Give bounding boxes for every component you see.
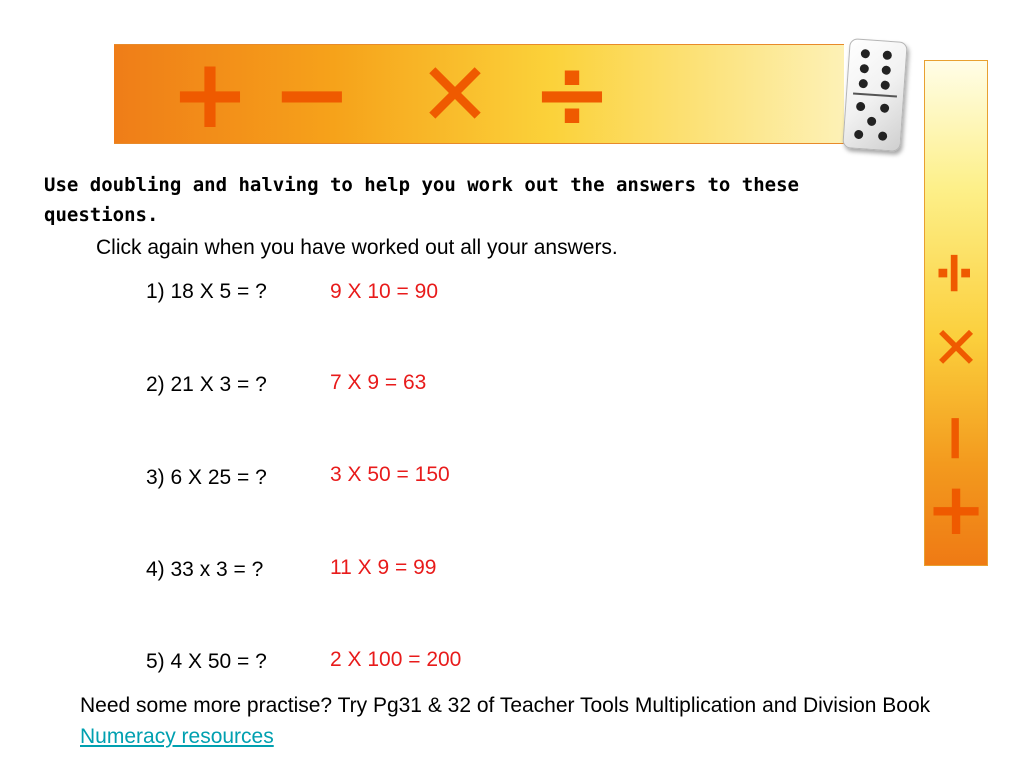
question-5: 5) 4 X 50 = ? <box>146 650 267 673</box>
domino-pip <box>858 79 868 89</box>
domino-pip <box>856 102 866 112</box>
footer-text <box>80 690 940 752</box>
multiply-icon: ✕ <box>418 42 492 146</box>
question-3: 3) 6 X 25 = ? <box>146 466 267 489</box>
multiply-icon: ✕ <box>931 314 981 382</box>
divide-icon: ÷ <box>531 38 613 150</box>
answer-5: 2 X 100 = 200 <box>330 648 462 671</box>
page-heading: Use doubling and halving to help you work out the answers to these questions. <box>44 174 799 226</box>
domino-icon <box>842 38 908 152</box>
numeracy-resources-link[interactable]: Numeracy resources <box>80 725 274 748</box>
divide-icon: ÷ <box>922 248 990 298</box>
answer-4: 11 X 9 = 99 <box>330 556 437 579</box>
answer-1: 9 X 10 = 90 <box>330 280 439 303</box>
question-4: 4) 33 x 3 = ? <box>146 558 264 581</box>
operators-sidebar <box>919 60 993 566</box>
domino-pip <box>882 50 892 60</box>
minus-icon: − <box>919 411 993 465</box>
question-2: 2) 21 X 3 = ? <box>146 373 267 396</box>
domino-pip <box>880 80 890 90</box>
domino-pip <box>861 49 871 59</box>
domino-pip <box>878 131 888 141</box>
answer-2: 7 X 9 = 63 <box>330 371 427 394</box>
domino-pip <box>880 103 890 113</box>
domino-divider <box>853 92 897 97</box>
plus-icon: + <box>169 38 251 150</box>
minus-icon: − <box>271 38 353 150</box>
question-1: 1) 18 X 5 = ? <box>146 280 267 303</box>
plus-icon: + <box>925 467 987 551</box>
footer-message: Need some more practise? Try Pg31 & 32 of Teacher Tools Multiplication and Division Book <box>80 694 931 717</box>
domino-pip <box>860 64 870 74</box>
instruction-text: Click again when you have worked out all your answers. <box>96 236 618 259</box>
answer-3: 3 X 50 = 150 <box>330 463 450 486</box>
domino-pip <box>854 130 864 140</box>
domino-pip <box>867 117 877 127</box>
operators-banner <box>114 38 844 150</box>
domino-pip <box>881 65 891 75</box>
